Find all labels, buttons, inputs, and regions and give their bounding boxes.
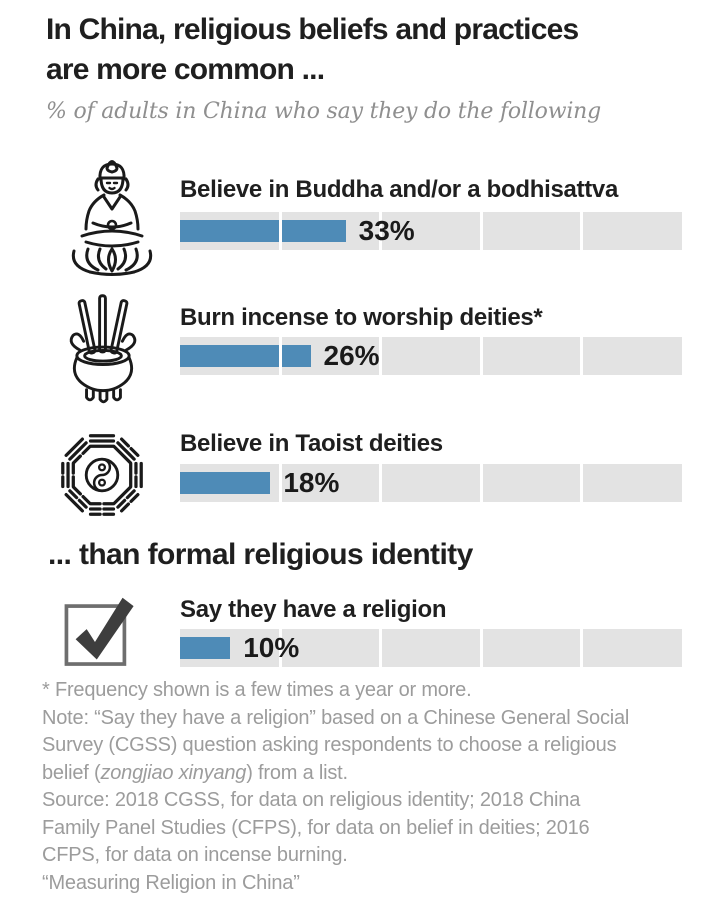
bar-value-incense: 26% [323,340,380,371]
bar-track-taoist [180,464,682,502]
buddha-icon [62,152,162,278]
bar-label-religion: Say they have a religion [180,596,447,623]
bagua-yinyang-icon [58,430,146,520]
gridline-80 [580,464,583,502]
checkbox-icon [60,585,152,675]
bar-fill-incense [180,345,311,367]
footnote-source-line2: Family Panel Studies (CFPS), for data on belief in deities; 2016 [42,816,590,839]
gridline-40 [379,464,382,502]
gridline-60 [480,464,483,502]
chart-title-line1: In China, religious beliefs and practices [46,13,579,46]
gridline-80 [580,337,583,375]
chart-title [46,10,578,90]
incense-burner-icon [54,288,152,410]
footnote-note-line2: Survey (CGSS) question asking respondents to choose a religious [42,734,617,756]
gridline-60 [480,337,483,375]
footnote-source-line1: Source: 2018 CGSS, for data on religious identity; 2018 China [42,789,581,811]
footnote-note-line3: belief (zongjiao xinyang) from a list. [42,761,348,784]
footnote-asterisk: * Frequency shown is a few times a year or more. [42,679,472,701]
gridline-20 [279,337,282,375]
chart-subtitle: % of adults in China who say they do the following [46,99,602,124]
footnote-italic-term: zongjiao xinyang [100,761,247,784]
bar-value-religion: 10% [243,632,300,663]
bar-track-incense [180,337,682,375]
bar-label-incense: Burn incense to worship deities* [180,304,543,331]
bar-value-taoist: 18% [283,467,340,498]
bar-label-buddha: Believe in Buddha and/or a bodhisattva [180,176,619,203]
gridline-20 [279,464,282,502]
gridline-80 [580,212,583,250]
bar-label-taoist: Believe in Taoist deities [180,430,443,457]
bar-fill-taoist [180,472,270,494]
section-heading: ... than formal religious identity [48,538,473,571]
footnote-note-line1: Note: “Say they have a religion” based on a Chinese General Social [42,706,630,729]
footnotes [42,677,702,897]
bar-track-buddha [180,212,682,250]
bar-track-religion [180,629,682,667]
footnote-source-line3: CFPS, for data on incense burning. [42,844,348,866]
gridline-40 [379,629,382,667]
bar-fill-religion [180,637,230,659]
chart-title-line2: are more common ... [46,53,325,86]
gridline-60 [480,212,483,250]
footnote-credit: “Measuring Religion in China” [42,871,300,894]
bar-value-buddha: 33% [358,215,415,246]
bar-fill-buddha [180,220,346,242]
gridline-60 [480,629,483,667]
gridline-20 [279,212,282,250]
gridline-80 [580,629,583,667]
